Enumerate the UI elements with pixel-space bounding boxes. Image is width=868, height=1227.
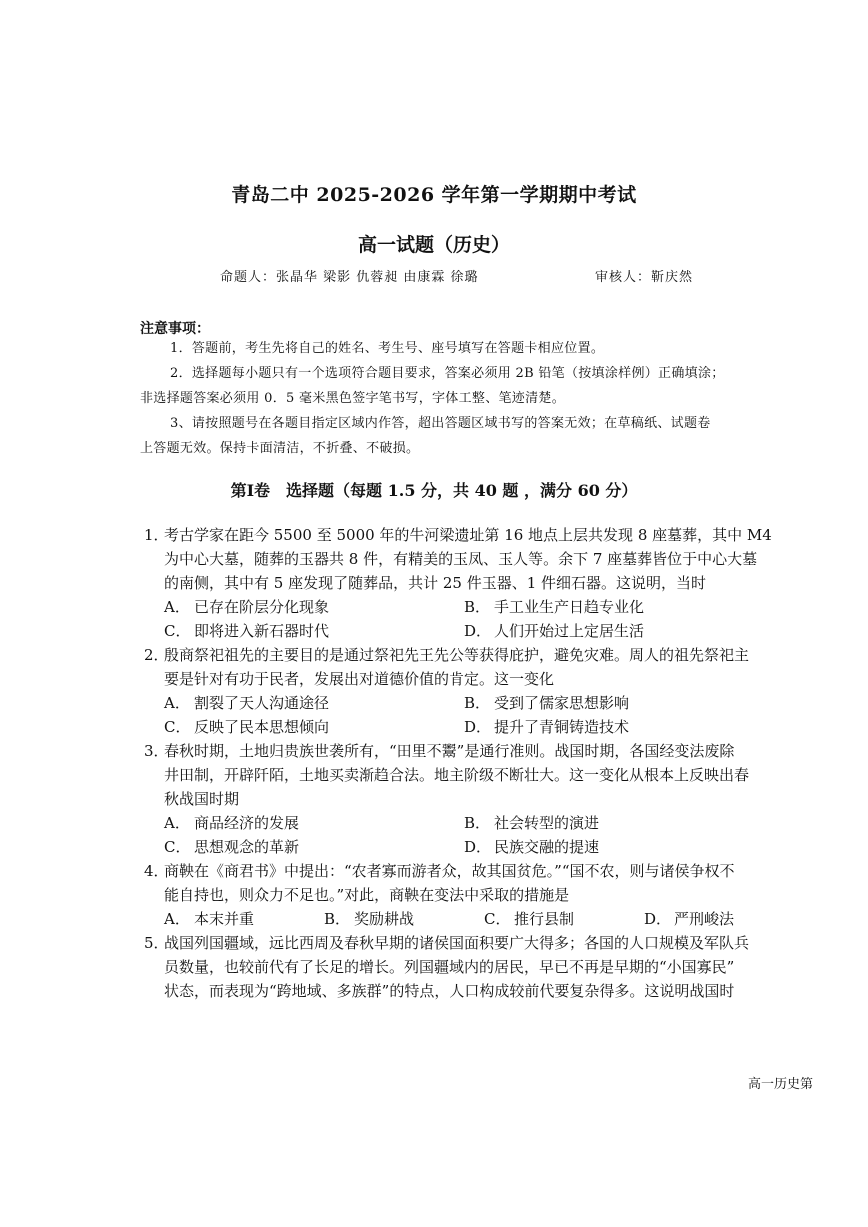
option-c: C． 反映了民本思想倾向 xyxy=(164,718,330,736)
question-text: 要是针对有功于民者，发展出对道德价值的肯定。这一变化 xyxy=(164,670,555,688)
question-text: 秋战国时期 xyxy=(164,790,240,808)
note-line: 2．选择题每小题只有一个选项符合题目要求，答案必须用 2B 铅笔（按填涂样例）正确填涂； xyxy=(170,366,725,381)
option-b: B． 受到了儒家思想影响 xyxy=(464,694,630,712)
notes-heading: 注意事项： xyxy=(140,321,210,337)
question-text: 能自持也，则众力不足也。”对此，商鞅在变法中采取的措施是 xyxy=(164,886,570,904)
options xyxy=(144,595,820,643)
option-d: D． 提升了青铜铸造技术 xyxy=(464,718,630,736)
options xyxy=(144,907,820,931)
question-number: 5． xyxy=(144,934,169,952)
option-b: B． 奖励耕战 xyxy=(324,910,415,928)
note-line: 1．答题前，考生先将自己的姓名、考生号、座号填写在答题卡相应位置。 xyxy=(170,341,605,356)
options xyxy=(144,811,820,859)
options xyxy=(144,691,820,739)
question-1 xyxy=(144,523,820,643)
option-d: D． 民族交融的提速 xyxy=(464,838,600,856)
option-a: A． 已存在阶层分化现象 xyxy=(164,598,330,616)
option-c: C． 思想观念的革新 xyxy=(164,838,300,856)
exam-title: 青岛二中 2025-2026 学年第一学期期中考试 xyxy=(231,184,637,206)
question-text: 井田制，开辟阡陌，土地买卖渐趋合法。地主阶级不断壮大。这一变化从根本上反映出春 xyxy=(164,766,750,784)
notes-block xyxy=(140,336,810,461)
exam-subtitle: 高一试题（历史） xyxy=(357,234,510,256)
question-text: 春秋时期，土地归贵族世袭所有，“田里不鬻”是通行准则。战国时期，各国经变法废除 xyxy=(164,742,735,760)
page-footer: 高一历史第 xyxy=(748,1077,814,1092)
question-3 xyxy=(144,739,820,859)
question-text: 员数量，也较前代有了长足的增长。列国疆域内的居民，早已不再是早期的“小国寡民” xyxy=(164,958,735,976)
question-text: 殷商祭祀祖先的主要目的是通过祭祀先王先公等获得庇护，避免灾难。周人的祖先祭祀主 xyxy=(164,646,750,664)
option-b: B． 手工业生产日趋专业化 xyxy=(464,598,645,616)
question-number: 4． xyxy=(144,862,169,880)
note-line: 3、请按照题号在各题目指定区域内作答，超出答题区域书写的答案无效；在草稿纸、试题卷 xyxy=(170,416,711,431)
option-a: A． 割裂了天人沟通途径 xyxy=(164,694,330,712)
option-a: A． 本末并重 xyxy=(164,910,255,928)
option-d: D． 人们开始过上定居生活 xyxy=(464,622,645,640)
question-5 xyxy=(144,931,820,1003)
option-a: A． 商品经济的发展 xyxy=(164,814,300,832)
option-c: C． 推行县制 xyxy=(484,910,575,928)
section-title: 第Ⅰ卷 选择题（每题 1.5 分，共 40 题 ，满分 60 分） xyxy=(230,481,638,500)
reviewer-line: 审核人：靳庆然 xyxy=(595,270,694,285)
note-line: 非选择题答案必须用 0．5 毫米黑色签字笔书写，字体工整、笔迹清楚。 xyxy=(140,391,566,406)
question-text: 商鞅在《商君书》中提出：“农者寡而游者众，故其国贫危。”“国不农，则与诸侯争权不 xyxy=(164,862,735,880)
option-b: B． 社会转型的演进 xyxy=(464,814,600,832)
question-number: 3． xyxy=(144,742,169,760)
question-2 xyxy=(144,643,820,739)
question-4 xyxy=(144,859,820,931)
option-d: D． 严刑峻法 xyxy=(644,910,735,928)
authors-line: 命题人：张晶华 梁影 仇蓉昶 由康霖 徐璐 xyxy=(220,270,479,285)
question-text: 战国列国疆域，远比西周及春秋早期的诸侯国面积要广大得多；各国的人口规模及军队兵 xyxy=(164,934,750,952)
question-text: 为中心大墓，随葬的玉器共 8 件，有精美的玉凤、玉人等。余下 7 座墓葬皆位于中心大墓 xyxy=(164,550,758,568)
question-text: 的南侧，其中有 5 座发现了随葬品，共计 25 件玉器、1 件细石器。这说明，当时 xyxy=(164,574,707,592)
option-c: C． 即将进入新石器时代 xyxy=(164,622,330,640)
question-number: 1． xyxy=(144,526,169,544)
question-number: 2． xyxy=(144,646,169,664)
note-line: 上答题无效。保持卡面清洁，不折叠、不破损。 xyxy=(140,441,420,456)
questions-list xyxy=(144,523,820,1003)
question-text: 考古学家在距今 5500 至 5000 年的牛河梁遗址第 16 地点上层共发现 8 座墓葬，其中 M4 xyxy=(164,526,772,544)
question-text: 状态，而表现为“跨地域、多族群”的特点，人口构成较前代要复杂得多。这说明战国时 xyxy=(164,982,735,1000)
